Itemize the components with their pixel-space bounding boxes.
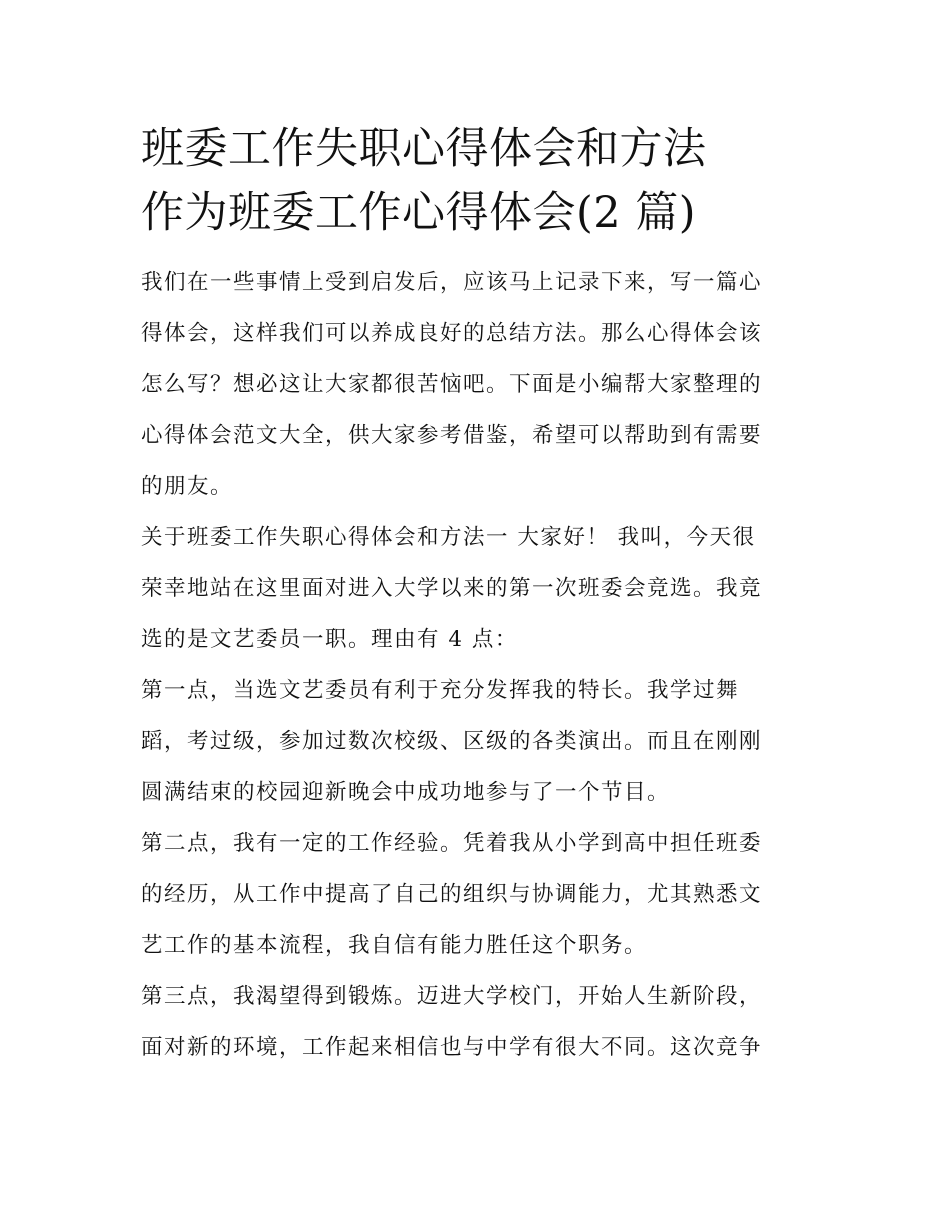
text-line: 蹈，考过级，参加过数次校级、区级的各类演出。而且在刚刚 (141, 729, 763, 754)
text-line: 第二点，我有一定的工作经验。凭着我从小学到高中担任班委 (141, 831, 763, 856)
text-line: 面对新的环境，工作起来相信也与中学有很大不同。这次竞争 (141, 1035, 763, 1060)
text-line: 怎么写？想必这让大家都很苦恼吧。下面是小编帮大家整理的 (141, 372, 763, 397)
document-body (141, 257, 813, 1073)
text-line: 我们在一些事情上受到启发后，应该马上记录下来，写一篇心 (141, 270, 763, 295)
text-line: 心得体会范文大全，供大家参考借鉴，希望可以帮助到有需要 (141, 423, 763, 448)
title-line-1: 班委工作失职心得体会和方法 (141, 124, 707, 174)
text-line: 艺工作的基本流程，我自信有能力胜任这个职务。 (141, 933, 648, 958)
text-line: 第一点，当选文艺委员有利于充分发挥我的特长。我学过舞 (141, 678, 740, 703)
paragraph-point-3 (141, 971, 813, 1073)
paragraph-point-2 (141, 818, 813, 971)
text-line: 得体会，这样我们可以养成良好的总结方法。那么心得体会该 (141, 321, 763, 346)
paragraph-intro (141, 257, 813, 512)
title-line-2: 作为班委工作心得体会(2 篇) (141, 188, 697, 238)
paragraph-point-1 (141, 665, 813, 818)
document-page (141, 117, 813, 1073)
text-line: 荣幸地站在这里面对进入大学以来的第一次班委会竞选。我竞 (141, 576, 763, 601)
text-line: 选的是文艺委员一职。理由有 4 点： (141, 627, 518, 652)
text-line: 的经历，从工作中提高了自己的组织与协调能力，尤其熟悉文 (141, 882, 763, 907)
text-line: 圆满结束的校园迎新晚会中成功地参与了一个节目。 (141, 780, 671, 805)
text-line: 的朋友。 (141, 474, 234, 499)
paragraph-greeting (141, 512, 813, 665)
document-title (141, 117, 813, 245)
text-line: 第三点，我渴望得到锻炼。迈进大学校门，开始人生新阶段， (141, 984, 763, 1009)
text-line: 关于班委工作失职心得体会和方法一 大家好！ 我叫，今天很 (141, 525, 756, 550)
